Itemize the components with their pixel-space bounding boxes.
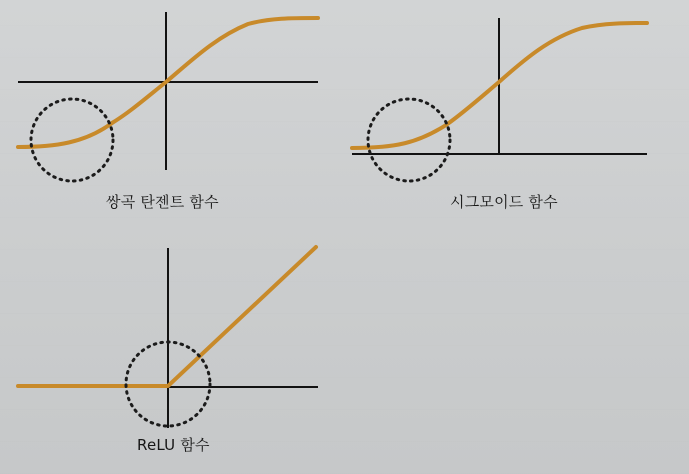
tanh-caption: 쌍곡 탄젠트 함수 [106,193,219,211]
relu-panel [18,247,318,428]
sigmoid-panel [352,18,647,181]
tanh-panel [18,12,318,181]
relu-caption: ReLU 함수 [137,436,210,454]
sigmoid-caption: 시그모이드 함수 [450,193,558,211]
sigmoid-highlight-circle [368,99,450,181]
